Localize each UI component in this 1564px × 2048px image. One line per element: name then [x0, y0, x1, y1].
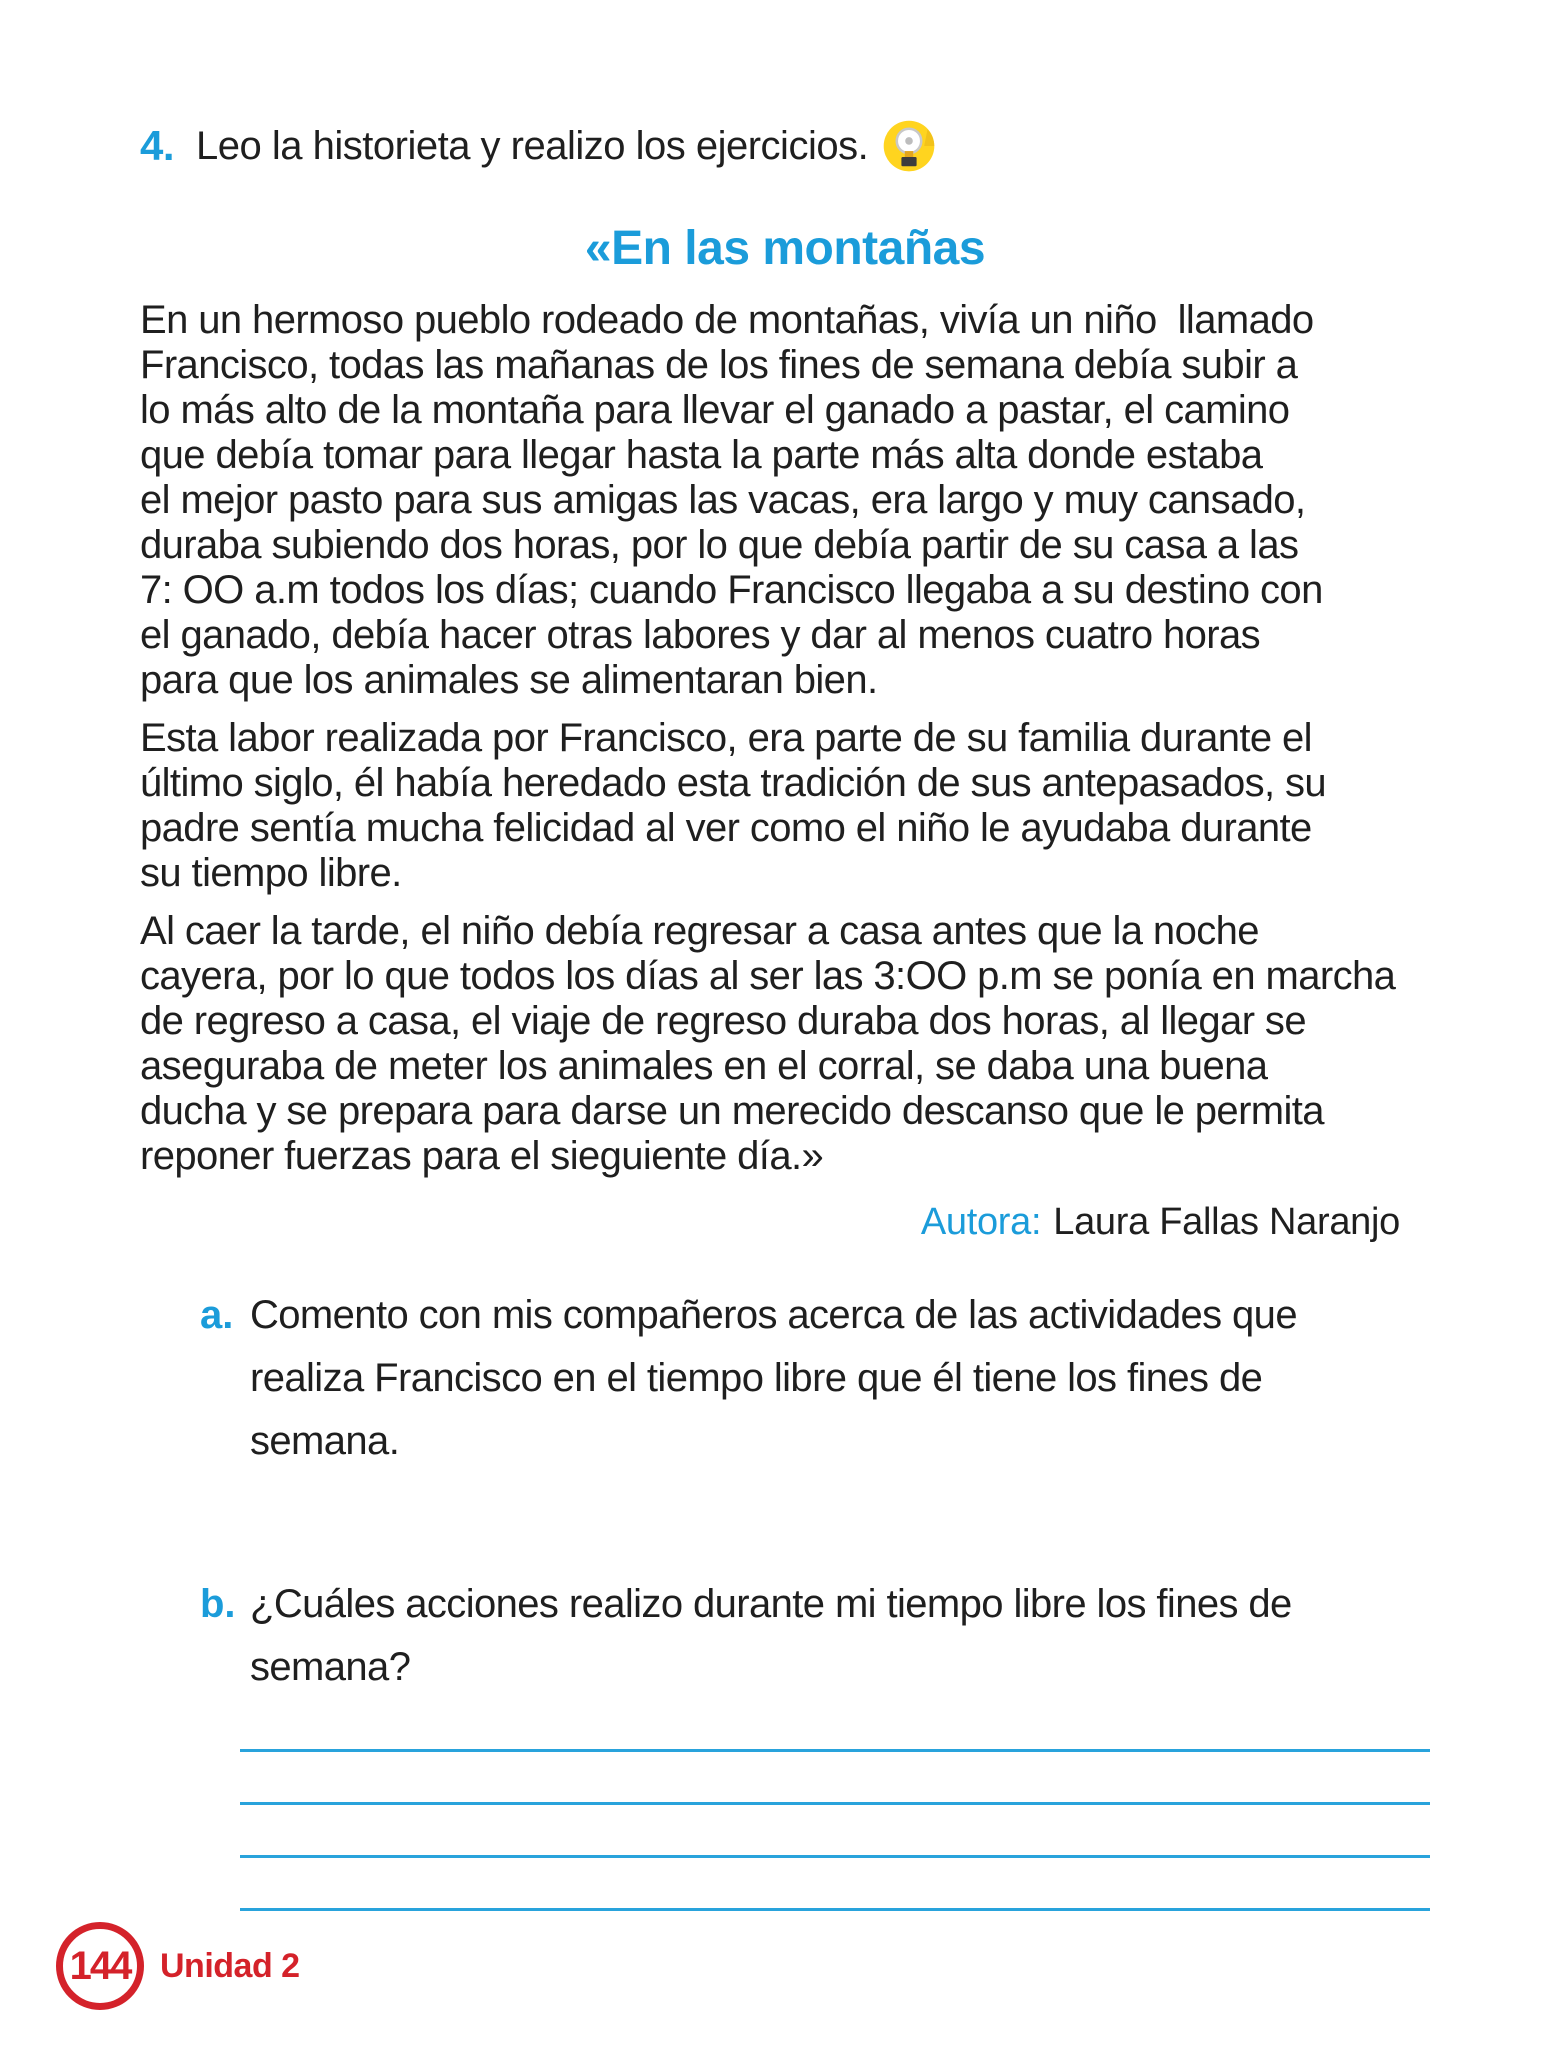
text-line: el mejor pasto para sus amigas las vacas, era largo y muy cansado, — [140, 478, 1306, 522]
text-line: el ganado, debía hacer otras labores y dar al menos cuatro horas — [140, 613, 1261, 657]
answer-line[interactable] — [240, 1749, 1430, 1752]
text-line: cayera, por lo que todos los días al ser las 3:OO p.m se ponía en marcha — [140, 954, 1396, 998]
question-b-marker: b. — [200, 1582, 236, 1626]
page-number-badge — [56, 1922, 144, 2010]
question-a-marker: a. — [200, 1293, 234, 1337]
text-line: último siglo, él había heredado esta tradición de sus antepasados, su — [140, 761, 1327, 805]
story-body — [140, 298, 1430, 1179]
answer-lines — [240, 1749, 1430, 1911]
text-line: Al caer la tarde, el niño debía regresar a casa antes que la noche — [140, 909, 1259, 953]
answer-line[interactable] — [240, 1855, 1430, 1858]
author-label: Autora: — [920, 1201, 1042, 1243]
question-a-text — [250, 1284, 1297, 1473]
answer-line[interactable] — [240, 1908, 1430, 1911]
text-line: su tiempo libre. — [140, 851, 402, 895]
exercise-instruction-row — [140, 118, 1430, 174]
text-line: lo más alto de la montaña para llevar el ganado a pastar, el camino — [140, 388, 1290, 432]
story-paragraph-3 — [140, 909, 1430, 1179]
text-line: para que los animales se alimentaran bien. — [140, 658, 878, 702]
question-b — [200, 1573, 1430, 1699]
story-title: «En las montañas — [584, 222, 986, 275]
text-line: realiza Francisco en el tiempo libre que él tiene los fines de — [250, 1356, 1263, 1400]
question-a — [200, 1284, 1430, 1473]
text-line: aseguraba de meter los animales en el corral, se daba una buena — [140, 1044, 1268, 1088]
exercise-number: 4. — [140, 122, 175, 169]
text-line: semana? — [250, 1645, 411, 1689]
question-b-text — [250, 1573, 1292, 1699]
text-line: ¿Cuáles acciones realizo durante mi tiempo libre los fines de — [250, 1582, 1292, 1626]
text-line: Esta labor realizada por Francisco, era parte de su familia durante el — [140, 716, 1312, 760]
text-line: de regreso a casa, el viaje de regreso duraba dos horas, al llegar se — [140, 999, 1306, 1043]
lightbulb-icon — [882, 119, 936, 173]
text-line: ducha y se prepara para darse un merecido descanso que le permita — [140, 1089, 1324, 1133]
text-line: En un hermoso pueblo rodeado de montañas, vivía un niño llamado — [140, 298, 1314, 342]
answer-line[interactable] — [240, 1802, 1430, 1805]
page-footer — [56, 1922, 300, 2010]
text-line: padre sentía mucha felicidad al ver como el niño le ayudaba durante — [140, 806, 1312, 850]
text-line: reponer fuerzas para el sieguiente día.» — [140, 1134, 824, 1178]
author-name: Laura Fallas Naranjo — [1053, 1201, 1400, 1243]
page-number: 144 — [69, 1943, 131, 1988]
unit-label: Unidad 2 — [160, 1946, 300, 1985]
author-line — [140, 1201, 1430, 1244]
text-line: Comento con mis compañeros acerca de las actividades que — [250, 1293, 1297, 1337]
text-line: 7: OO a.m todos los días; cuando Francisco llegaba a su destino con — [140, 568, 1323, 612]
story-paragraph-2 — [140, 716, 1430, 896]
text-line: que debía tomar para llegar hasta la parte más alta donde estaba — [140, 433, 1263, 477]
text-line: semana. — [250, 1419, 400, 1463]
exercise-instruction: Leo la historieta y realizo los ejercicios. — [196, 123, 869, 168]
story-paragraph-1 — [140, 298, 1430, 703]
text-line: Francisco, todas las mañanas de los fines de semana debía subir a — [140, 343, 1298, 387]
text-line: duraba subiendo dos horas, por lo que debía partir de su casa a las — [140, 523, 1299, 567]
